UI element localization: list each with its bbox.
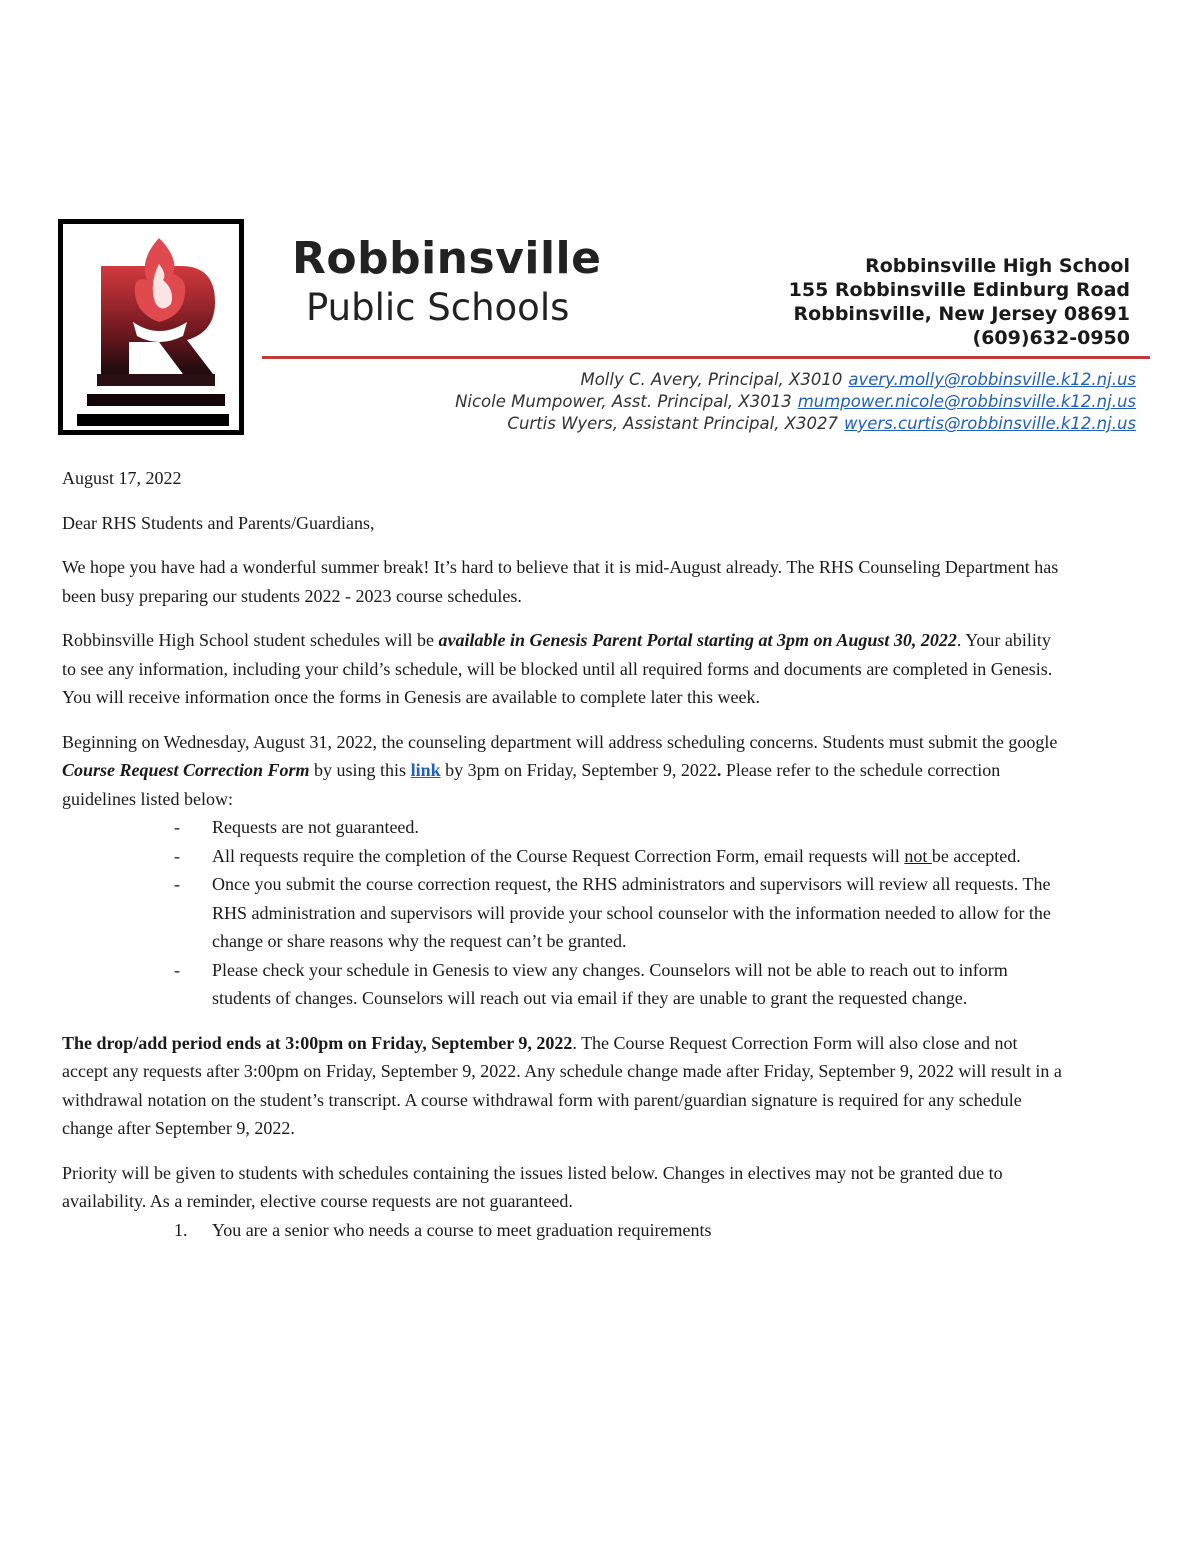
contact-title: Curtis Wyers, Assistant Principal, X3027 (507, 414, 838, 433)
contact-row (455, 391, 1136, 413)
paragraph-priority: Priority will be given to students with schedules containing the issues listed below. Changes in electives may not be granted due to availability. As a reminder, elective course requests are not guaranteed. (62, 1162, 1003, 1211)
text: by using this (309, 760, 411, 780)
list-item (174, 813, 1062, 842)
contact-row (455, 369, 1136, 391)
torch-r-logo-icon (63, 224, 239, 430)
street-address: 155 Robbinsville Edinburg Road (788, 279, 1130, 301)
list-item (174, 956, 1062, 1013)
paragraph-correction-form (62, 728, 1062, 814)
text: . The Course Request Correction Form will also close and not accept any requests after 3:00pm on Friday, September 9, 2022. Any schedule change made after Friday, September 9, 2022 will result in a withdrawal notation on the student’s transcript. A course withdrawal form with parent/guardian signature is required for any schedule change after September 9, 2022. (62, 1032, 1062, 1138)
salutation: Dear RHS Students and Parents/Guardians, (62, 512, 375, 533)
staff-contacts (455, 369, 1136, 435)
underlined-not: not (904, 845, 932, 866)
paragraph-intro: We hope you have had a wonderful summer break! It’s hard to believe that it is mid-August already. The RHS Counseling Department has been busy preparing our students 2022 - 2023 course schedules. (62, 557, 1059, 606)
contact-email-link[interactable]: wyers.curtis@robbinsville.k12.nj.us (843, 414, 1136, 433)
district-name-line2: Public Schools (306, 286, 570, 329)
guidelines-list (62, 813, 1062, 1013)
paragraph-drop-add (62, 1029, 1062, 1143)
correction-form-link[interactable]: link (410, 760, 441, 780)
text: . Your ability to see any information, including your child’s schedule, will be blocked until all required forms and documents are completed in Genesis. You will receive information once the forms in Genesis are available to complete later this week. (62, 630, 1053, 707)
school-name: Robbinsville High School (865, 255, 1130, 277)
phone-number: (609)632-0950 (972, 327, 1130, 349)
list-item (174, 870, 1062, 956)
availability-emphasis: available in Genesis Parent Portal starting at 3pm on August 30, 2022 (438, 630, 957, 650)
text: by 3pm on Friday, September 9, 2022 (440, 760, 717, 780)
dash-bullet: - (174, 817, 180, 837)
guideline-text: All requests require the completion of the Course Request Correction Form, email requests will (212, 845, 905, 866)
contact-email-link[interactable]: mumpower.nicole@robbinsville.k12.nj.us (797, 392, 1136, 411)
contact-email-link[interactable]: avery.molly@robbinsville.k12.nj.us (848, 370, 1136, 389)
letter-date: August 17, 2022 (62, 468, 182, 488)
letter-body (62, 464, 1062, 1244)
list-item (174, 1216, 1062, 1245)
district-name-line1: Robbinsville (292, 233, 602, 284)
contact-title: Nicole Mumpower, Asst. Principal, X3013 (455, 392, 792, 411)
contact-row (455, 413, 1136, 435)
text: Beginning on Wednesday, August 31, 2022, the counseling department will address scheduling concerns. Students must submit the google (62, 731, 1058, 752)
priority-list (62, 1216, 1062, 1245)
list-number: 1. (174, 1219, 188, 1240)
form-name-emphasis: Course Request Correction Form (62, 760, 310, 780)
guideline-text: be accepted. (931, 845, 1021, 866)
text: . (716, 760, 722, 780)
text: Please refer to the schedule correction guidelines listed below: (62, 760, 1001, 809)
paragraph-schedule-availability (62, 626, 1062, 712)
list-item (174, 842, 1062, 871)
text: Robbinsville High School student schedules will be (62, 630, 439, 650)
dash-bullet: - (174, 845, 180, 866)
guideline-text: Requests are not guaranteed. (212, 817, 419, 837)
school-logo (58, 219, 244, 435)
drop-add-emphasis: The drop/add period ends at 3:00pm on Friday, September 9, 2022 (62, 1032, 573, 1053)
city-state-zip: Robbinsville, New Jersey 08691 (793, 303, 1130, 325)
contact-title: Molly C. Avery, Principal, X3010 (580, 370, 843, 389)
school-address (789, 254, 1130, 350)
dash-bullet: - (174, 874, 180, 894)
guideline-text: Once you submit the course correction request, the RHS administrators and supervisors will review all requests. The RHS administration and supervisors will provide your school counselor with the information needed to allow for the change or share reasons why the request can’t be granted. (212, 874, 1051, 951)
priority-text: You are a senior who needs a course to meet graduation requirements (212, 1219, 712, 1240)
district-name (292, 232, 601, 330)
header-divider (262, 356, 1150, 359)
dash-bullet: - (174, 959, 180, 980)
guideline-text: Please check your schedule in Genesis to view any changes. Counselors will not be able to reach out to inform students of changes. Counselors will reach out via email if they are unable to grant the requested change. (212, 959, 1008, 1008)
